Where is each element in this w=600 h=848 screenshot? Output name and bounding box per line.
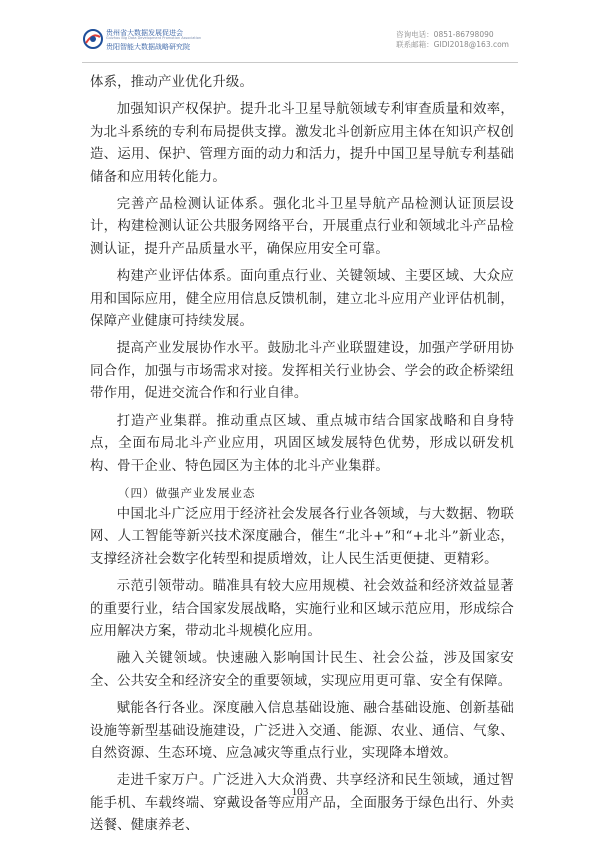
org-name-secondary: 贵阳智能大数据战略研究院 [106, 43, 190, 51]
section-heading: （四）做强产业发展业态 [118, 485, 256, 500]
paragraph-demonstration: 示范引领带动。瞄准具有较大应用规模、社会效益和经济效益显著的重要行业，结合国家发展战略，实施行业和区域示范应用，形成综合应用解决方案，带动北斗规模化应用。 [90, 579, 514, 639]
paragraph-households: 走进千家万户。广泛进入大众消费、共享经济和民生领域，通过智能手机、车载终端、穿戴设备等应用产品，全面服务于绿色出行、外卖送餐、健康养老、 [90, 773, 514, 834]
paragraph-product-certification: 完善产品检测认证体系。强化北斗卫星导航产品检测认证顶层设计，构建检测认证公共服务网络平台，开展重点行业和领域北斗产品检测认证，提升产品质量水平，确保应用安全可靠。 [90, 197, 514, 257]
contact-phone: 咨询电话：0851-86798090 [396, 30, 494, 39]
document-body [90, 72, 514, 838]
org-name-primary-en: Guizhou Big Data Development Promotion Association [106, 36, 202, 40]
paragraph-empower-industries: 赋能各行各业。深度融入信息基础设施、融合基础设施、创新基础设施等新型基础设施建设，广泛进入交通、能源、农业、通信、气象、自然资源、生态环境、应急减灾等重点行业，实现降本增效。 [90, 701, 514, 761]
contact-email: 联系邮箱：GIDI2018@163.com [396, 40, 509, 49]
paragraph-overview: 中国北斗广泛应用于经济社会发展各行业各领域，与大数据、物联网、人工智能等新兴技术深度融合，催生“北斗+”和“+北斗”新业态，支撑经济社会数字化转型和提质增效，让人民生活更便捷、更精彩。 [90, 506, 514, 567]
org-name-primary: 贵州省大数据发展促进会 [106, 29, 183, 37]
paragraph-collaboration: 提高产业发展协作水平。鼓励北斗产业联盟建设，加强产学研用协同合作，加强与市场需求对接。发挥相关行业协会、学会的政企桥梁纽带作用，促进交流合作和行业自律。 [90, 341, 514, 402]
page-number: 103 [291, 786, 309, 798]
paragraph-industry-evaluation: 构建产业评估体系。面向重点行业、关键领域、主要区域、大众应用和国际应用，健全应用信息反馈机制，建立北斗应用产业评估机制，保障产业健康可持续发展。 [90, 269, 514, 330]
paragraph-continuation: 体系，推动产业优化升级。 [90, 75, 254, 90]
logo-mark-icon [82, 28, 104, 50]
contact-info [396, 30, 509, 50]
paragraph-ip-protection: 加强知识产权保护。提升北斗卫星导航领域专利审查质量和效率，为北斗系统的专利布局提供支撑。激发北斗创新应用主体在知识产权创造、运用、保护、管理方面的动力和活力，提升中国卫星导航专利基础储备和应用转化能力。 [90, 102, 514, 185]
organization-logo [82, 26, 202, 54]
paragraph-industry-cluster: 打造产业集群。推动重点区域、重点城市结合国家战略和自身特点，全面布局北斗产业应用，巩固区域发展特色优势，形成以研发机构、骨干企业、特色园区为主体的北斗产业集群。 [90, 413, 514, 474]
paragraph-key-fields: 融入关键领域。快速融入影响国计民生、社会公益，涉及国家安全、公共安全和经济安全的重要领域，实现应用更可靠、安全有保障。 [90, 651, 514, 689]
header-divider [82, 62, 518, 63]
page-header [0, 0, 600, 62]
